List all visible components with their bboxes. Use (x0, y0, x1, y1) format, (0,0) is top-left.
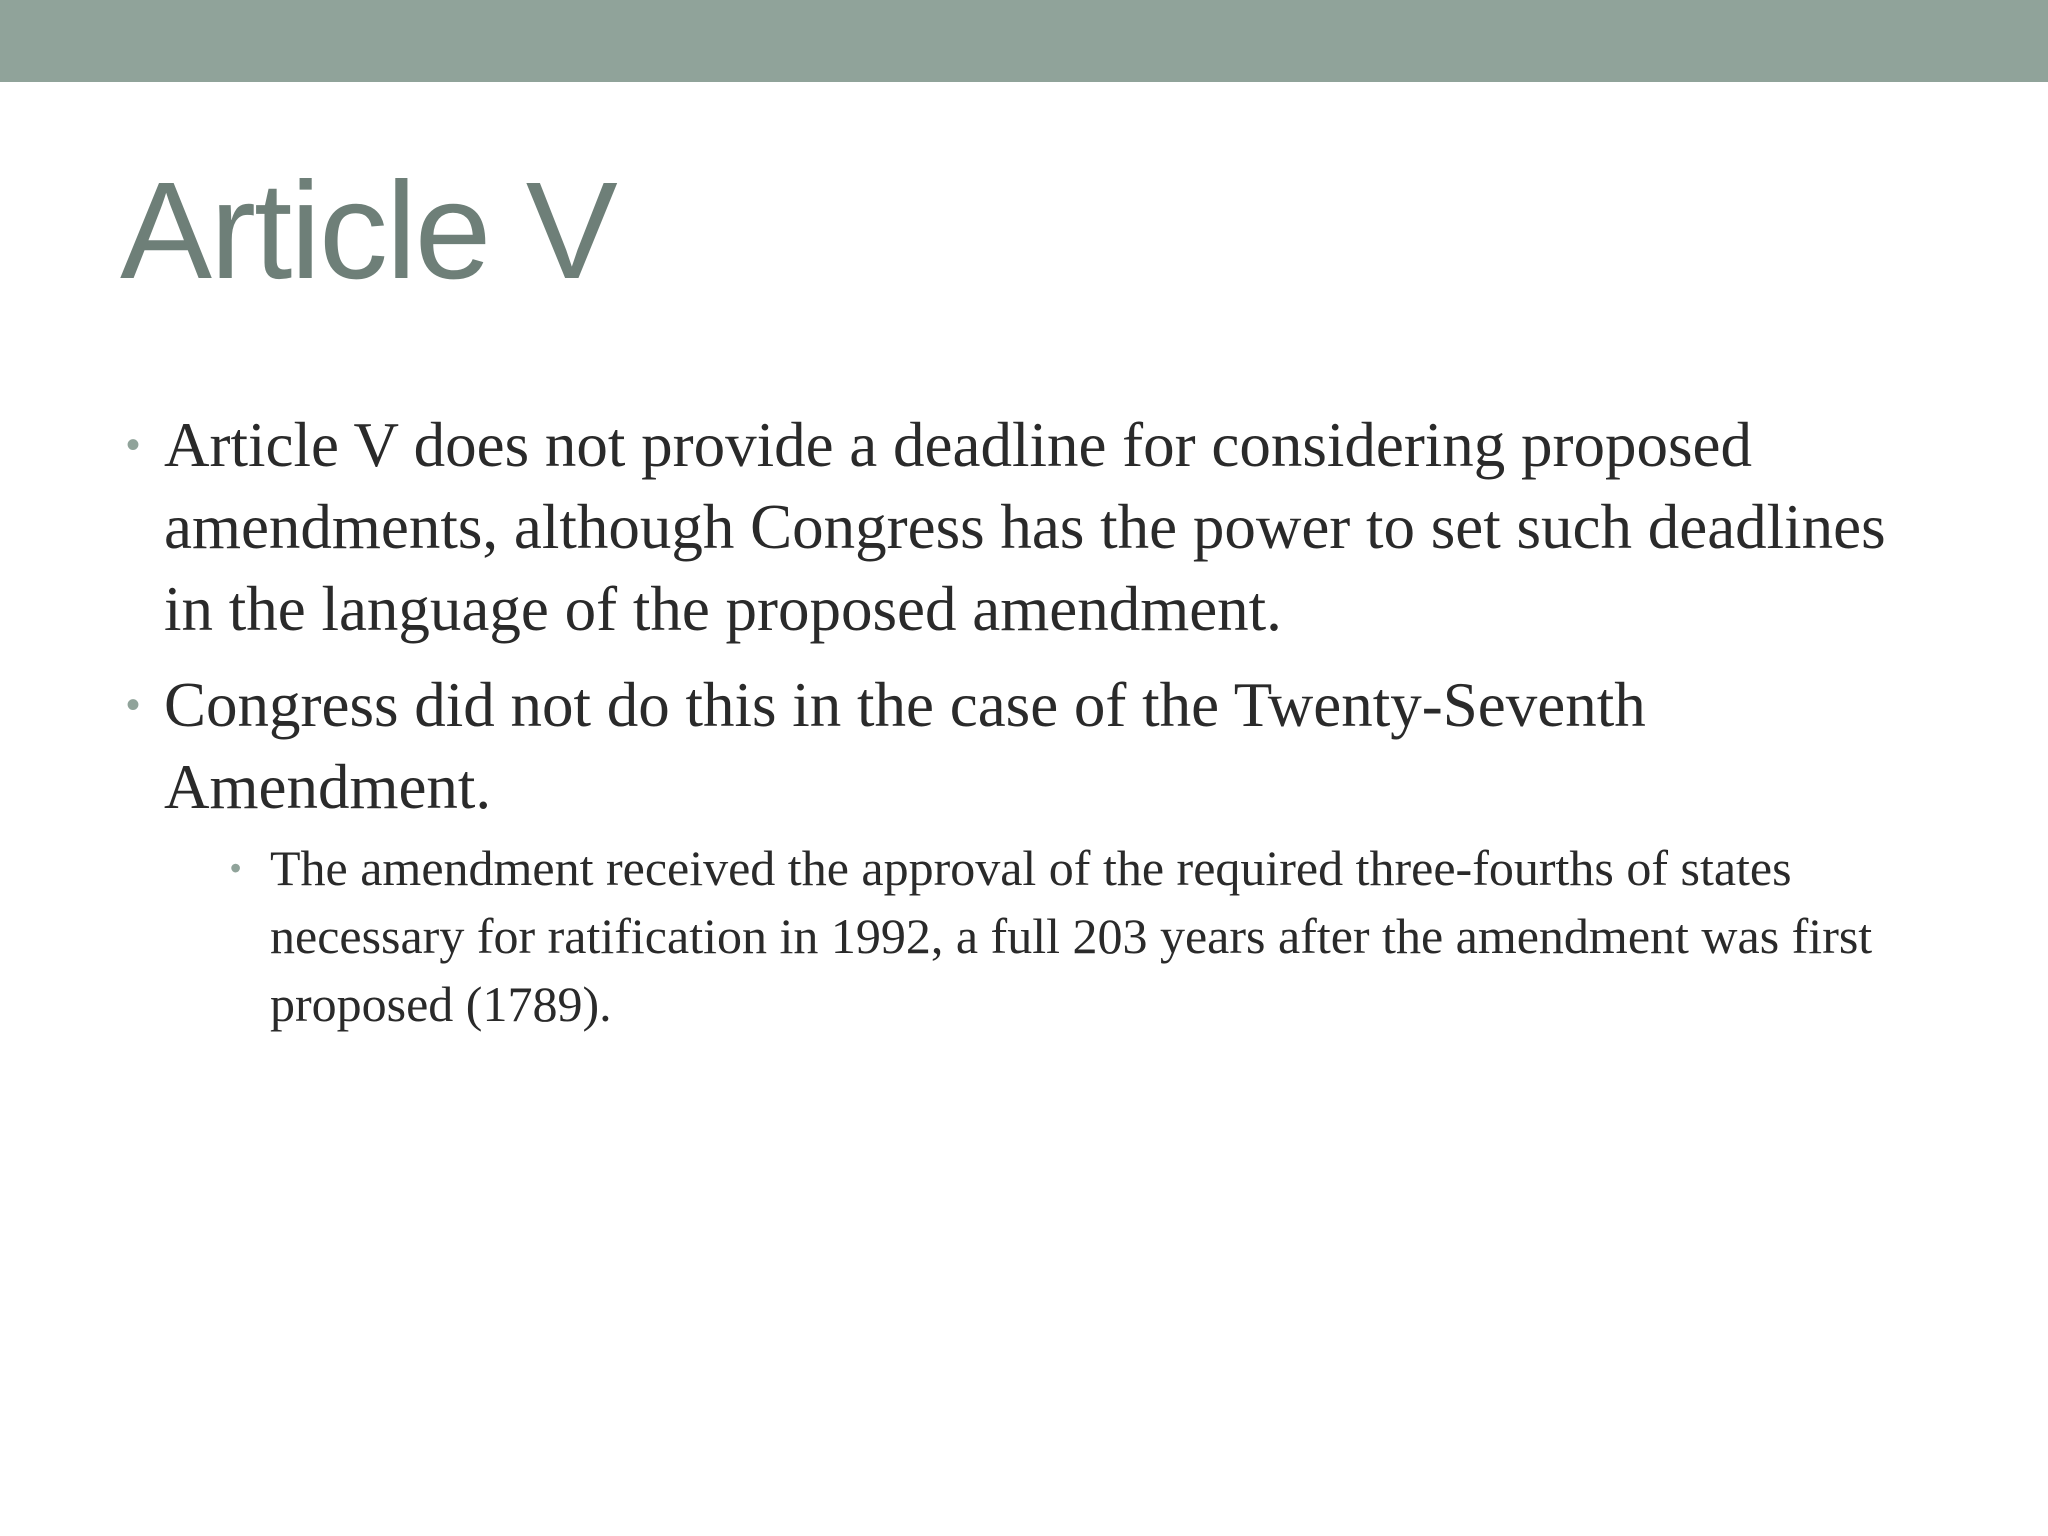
bullet-dot-icon: • (126, 423, 141, 467)
header-band (0, 0, 2048, 82)
slide-title: Article V (120, 154, 616, 308)
slide-body (120, 404, 1950, 1052)
sub-bullet-item (226, 834, 1950, 1038)
bullet-item (120, 664, 1950, 1038)
bullet-text: Congress did not do this in the case of the Twenty-Seventh Amendment. (164, 670, 1646, 822)
sub-bullet-dot-icon: • (230, 850, 242, 886)
sub-bullet-text: The amendment received the approval of the required three-fourths of states necessary for ratification in 1992, a full 203 years after the amendment was first proposed (1789). (270, 840, 1873, 1032)
bullet-text: Article V does not provide a deadline for considering proposed amendments, although Congress has the power to set such deadlines in the language of the proposed amendment. (164, 410, 1886, 644)
bullet-item (120, 404, 1950, 650)
bullet-dot-icon: • (126, 683, 141, 727)
